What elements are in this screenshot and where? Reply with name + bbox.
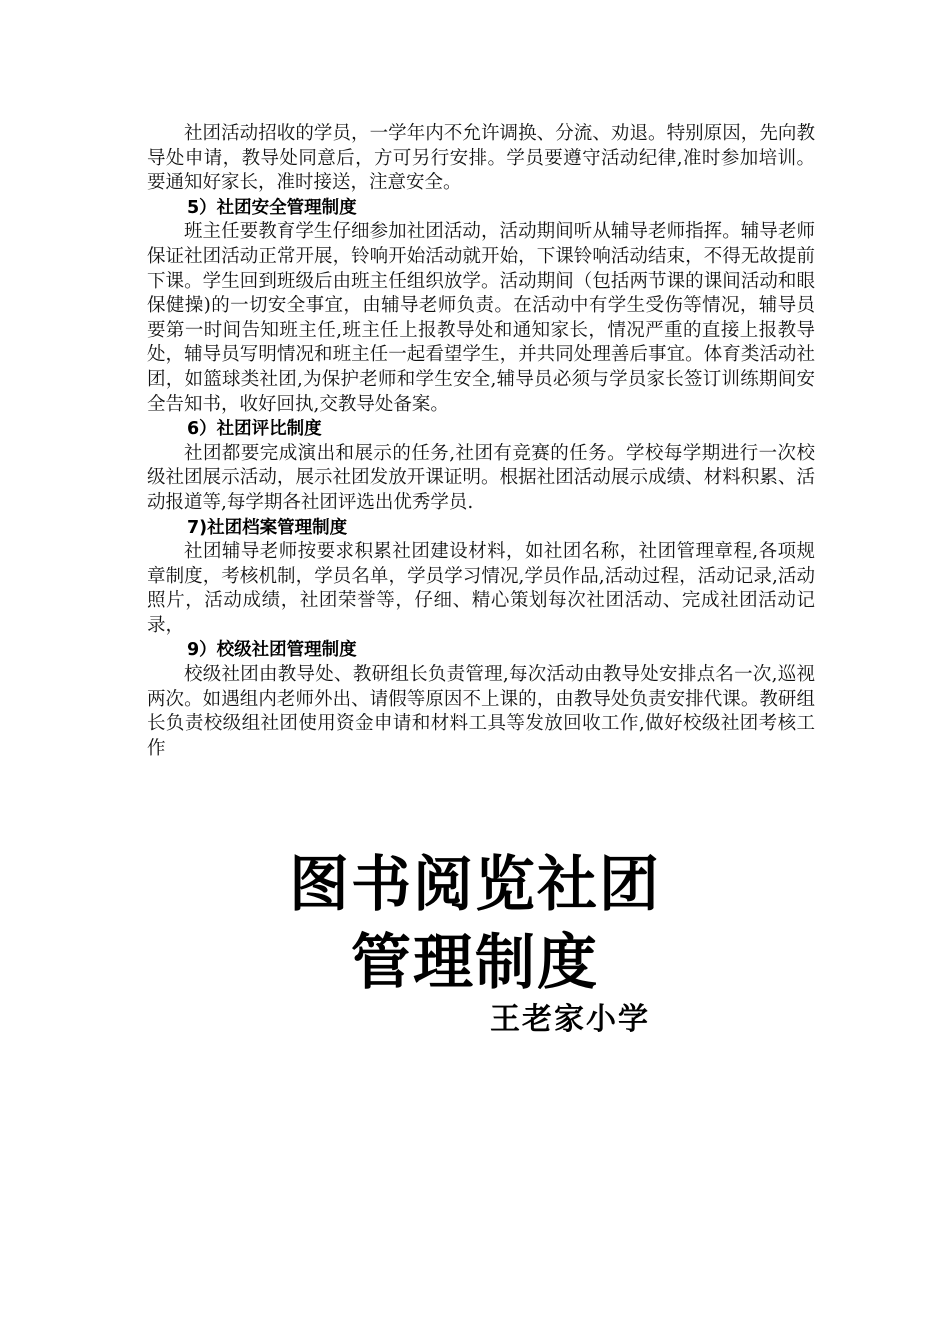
- paragraph-enrollment: 社团活动招收的学员，一学年内不允许调换、分流、劝退。特别原因，先向教导处申请，教导处同意后，方可另行安排。学员要遵守活动纪律,准时参加培训。要通知好家长，准时接送，注意安全。: [147, 123, 815, 194]
- school-name: 王老家小学: [490, 1002, 650, 1037]
- paragraph-safety: 班主任要教育学生仔细参加社团活动，活动期间听从辅导老师指挥。辅导老师保证社团活动正常开展，铃响开始活动就开始，下课铃响活动结束，不得无故提前下课。学生回到班级后由班主任组织放学。活动期间（包括两节课的课间活动和眼保健操)的一切安全事宜，由辅导老师负责。在活动中有学生受伤等情况，辅导员要第一时间告知班主任,班主任上报教导处和通知家长，情况严重的直接上报教导处，辅导员写明情况和班主任一起看望学生，并共同处理善后事宜。体育类活动社团，如篮球类社团,为保护老师和学生安全,辅导员必须与学员家长签订训练期间安全告知书，收好回执,交教导处备案。: [147, 221, 815, 415]
- document-title-line1: 图书阅览社团: [289, 850, 661, 920]
- body-text: [147, 122, 815, 761]
- paragraph-evaluation: 社团都要完成演出和展示的任务,社团有竞赛的任务。学校每学期进行一次校级社团展示活动，展示社团发放开课证明。根据社团活动展示成绩、材料积累、活动报道等,每学期各社团评选出优秀学员.: [147, 442, 815, 513]
- heading-archive: 7)社团档案管理制度: [187, 517, 348, 538]
- document-title-line2: 管理制度: [351, 928, 599, 998]
- heading-school-level: 9）校级社团管理制度: [187, 640, 357, 661]
- heading-evaluation: 6）社团评比制度: [187, 419, 322, 440]
- paragraph-archive: 社团辅导老师按要求积累社团建设材料，如社团名称，社团管理章程,各项规章制度，考核机制，学员名单，学员学习情况,学员作品,活动过程，活动记录,活动照片，活动成绩，社团荣誉等，仔细、精心策划每次社团活动、完成社团活动记录，: [147, 541, 815, 636]
- paragraph-school-level: 校级社团由教导处、教研组长负责管理,每次活动由教导处安排点名一次,巡视两次。如遇组内老师外出、请假等原因不上课的，由教导处负责安排代课。教研组长负责校级组社团使用资金申请和材料工具等发放回收工作,做好校级社团考核工作: [147, 664, 815, 759]
- heading-safety: 5）社团安全管理制度: [187, 197, 357, 218]
